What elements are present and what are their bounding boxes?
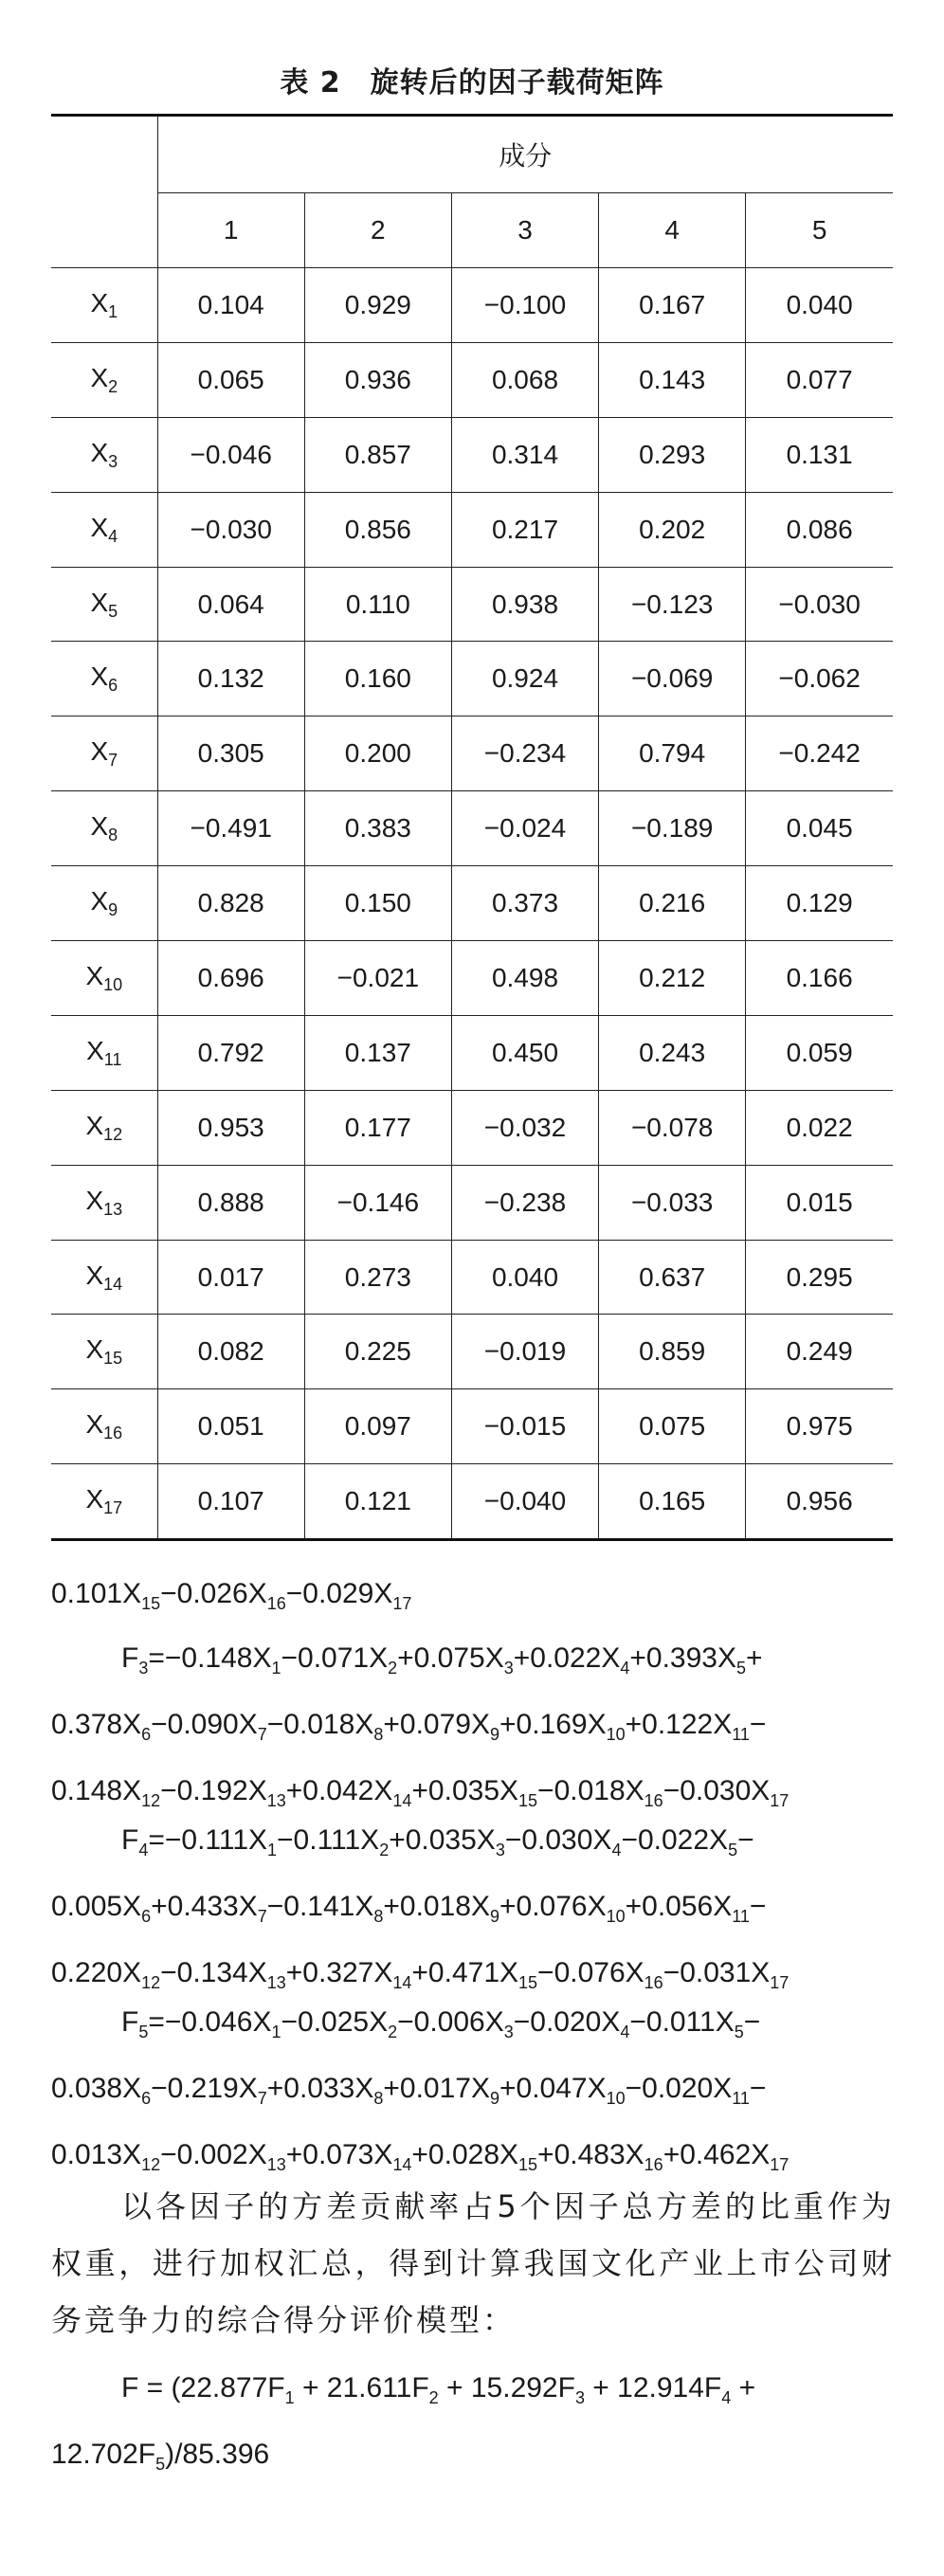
loading-cell: −0.024 — [451, 791, 598, 866]
variable-label: $X_6$ — [51, 642, 157, 717]
loading-cell: 0.305 — [157, 717, 304, 791]
loading-cell: 0.938 — [451, 567, 598, 642]
variable-label: $X_2$ — [51, 342, 157, 417]
variable-label: $X_{12}$ — [51, 1090, 157, 1165]
loading-cell: 0.936 — [304, 342, 451, 417]
loading-cell: 0.129 — [746, 866, 893, 941]
loading-cell: −0.069 — [599, 642, 746, 717]
variable-label: $X_7$ — [51, 717, 157, 791]
loading-cell: 0.104 — [157, 268, 304, 343]
component-header: 5 — [746, 193, 893, 268]
loading-cell: −0.019 — [451, 1315, 598, 1389]
component-header: 4 — [599, 193, 746, 268]
corner-cell-lower — [51, 193, 157, 268]
f2-equation-tail: $0.101X_{15}-0.026X_{16}-0.029X_{17}$ — [51, 1578, 412, 1613]
component-header-row — [51, 193, 893, 268]
loading-cell: 0.040 — [746, 268, 893, 343]
variable-label: $X_{17}$ — [51, 1464, 157, 1540]
loading-cell: 0.216 — [599, 866, 746, 941]
loading-cell: −0.015 — [451, 1389, 598, 1464]
loading-cell: 0.132 — [157, 642, 304, 717]
loading-cell: 0.975 — [746, 1389, 893, 1464]
loading-cell: −0.100 — [451, 268, 598, 343]
loading-cell: 0.828 — [157, 866, 304, 941]
loading-cell: 0.857 — [304, 417, 451, 492]
corner-cell — [51, 116, 157, 193]
table-row — [51, 1240, 893, 1315]
factor-loading-table — [51, 114, 893, 1541]
loading-cell: 0.166 — [746, 941, 893, 1016]
component-header: 3 — [451, 193, 598, 268]
loading-cell: 0.137 — [304, 1015, 451, 1090]
table-row — [51, 941, 893, 1016]
loading-cell: 0.143 — [599, 342, 746, 417]
loading-cell: 0.450 — [451, 1015, 598, 1090]
loading-cell: 0.249 — [746, 1315, 893, 1389]
loading-cell: 0.045 — [746, 791, 893, 866]
loading-cell: 0.273 — [304, 1240, 451, 1315]
table-row — [51, 642, 893, 717]
loading-cell: 0.160 — [304, 642, 451, 717]
variable-label: $X_5$ — [51, 567, 157, 642]
loading-cell: −0.242 — [746, 717, 893, 791]
loading-cell: 0.177 — [304, 1090, 451, 1165]
loading-cell: 0.131 — [746, 417, 893, 492]
variable-label: $X_4$ — [51, 492, 157, 567]
table-title: 表 2 旋转后的因子载荷矩阵 — [280, 66, 664, 100]
loading-cell: 0.696 — [157, 941, 304, 1016]
loading-cell: 0.075 — [599, 1389, 746, 1464]
loading-cell: 0.243 — [599, 1015, 746, 1090]
loading-cell: 0.167 — [599, 268, 746, 343]
loading-cell: 0.929 — [304, 268, 451, 343]
loading-cell: 0.293 — [599, 417, 746, 492]
variable-label: $X_{11}$ — [51, 1015, 157, 1090]
loading-cell: −0.123 — [599, 567, 746, 642]
loading-cell: 0.017 — [157, 1240, 304, 1315]
loading-cell: 0.097 — [304, 1389, 451, 1464]
loading-cell: −0.030 — [746, 567, 893, 642]
table-row — [51, 1015, 893, 1090]
f5-equation: $F_5=-0.046X_1-0.025X_2-0.006X_3-0.020X_4-0.011X_5-$ $0.038X_6-0.219X_7+0.033X_8+0.017X_9+0.047X_{10}-0.020X_{11}-$ $0.013X_{12}-0.002X_{13}+0.073X_{14}+0.028X_{15}+0.483X_{16}+0.462X_{17}$ — [51, 2006, 790, 2174]
loading-cell: 0.022 — [746, 1090, 893, 1165]
loading-cell: 0.068 — [451, 342, 598, 417]
variable-label: $X_9$ — [51, 866, 157, 941]
loading-cell: 0.040 — [451, 1240, 598, 1315]
loading-cell: −0.491 — [157, 791, 304, 866]
variable-label: $X_{14}$ — [51, 1240, 157, 1315]
loading-cell: 0.059 — [746, 1015, 893, 1090]
loading-cell: 0.924 — [451, 642, 598, 717]
loading-cell: −0.238 — [451, 1165, 598, 1240]
f3-equation: $F_3=-0.148X_1-0.071X_2+0.075X_3+0.022X_4+0.393X_5+$ $0.378X_6-0.090X_7-0.018X_8+0.079X_9+0.169X_{10}+0.122X_{11}-$ $0.148X_{12}-0.192X_{13}+0.042X_{14}+0.035X_{15}-0.018X_{16}-0.030X_{17}$ — [51, 1642, 790, 1810]
table-row — [51, 1165, 893, 1240]
loading-cell: 0.150 — [304, 866, 451, 941]
component-header: 1 — [157, 193, 304, 268]
loading-cell: 0.064 — [157, 567, 304, 642]
table-row — [51, 1315, 893, 1389]
loading-cell: 0.794 — [599, 717, 746, 791]
loading-cell: −0.030 — [157, 492, 304, 567]
variable-label: $X_8$ — [51, 791, 157, 866]
loading-cell: −0.234 — [451, 717, 598, 791]
loading-cell: 0.165 — [599, 1464, 746, 1540]
loading-cell: 0.202 — [599, 492, 746, 567]
table-row — [51, 342, 893, 417]
loading-cell: 0.015 — [746, 1165, 893, 1240]
loading-cell: 0.082 — [157, 1315, 304, 1389]
loading-cell: 0.956 — [746, 1464, 893, 1540]
loading-cell: 0.086 — [746, 492, 893, 567]
table-row — [51, 1464, 893, 1540]
loading-cell: 0.110 — [304, 567, 451, 642]
loading-cell: 0.637 — [599, 1240, 746, 1315]
loading-cell: −0.033 — [599, 1165, 746, 1240]
loading-cell: 0.373 — [451, 866, 598, 941]
loading-cell: 0.217 — [451, 492, 598, 567]
loading-cell: −0.021 — [304, 941, 451, 1016]
variable-label: $X_{10}$ — [51, 941, 157, 1016]
loading-cell: 0.295 — [746, 1240, 893, 1315]
table-row — [51, 1090, 893, 1165]
loading-cell: −0.189 — [599, 791, 746, 866]
variable-label: $X_3$ — [51, 417, 157, 492]
loading-cell: −0.062 — [746, 642, 893, 717]
loading-cell: 0.077 — [746, 342, 893, 417]
weighting-paragraph: 以各因子的方差贡献率占5个因子总方差的比重作为权重，进行加权汇总，得到计算我国文化产业上市公司财务竞争力的综合得分评价模型： — [51, 2188, 895, 2338]
variable-label: $X_{13}$ — [51, 1165, 157, 1240]
loading-cell: −0.046 — [157, 417, 304, 492]
loading-cell: 0.498 — [451, 941, 598, 1016]
loading-cell: 0.051 — [157, 1389, 304, 1464]
loading-cell: 0.065 — [157, 342, 304, 417]
loading-cell: 0.212 — [599, 941, 746, 1016]
loading-cell: 0.859 — [599, 1315, 746, 1389]
table-row — [51, 268, 893, 343]
table-row — [51, 791, 893, 866]
loading-cell: 0.383 — [304, 791, 451, 866]
f4-equation: $F_4=-0.111X_1-0.111X_2+0.035X_3-0.030X_4-0.022X_5-$ $0.005X_6+0.433X_7-0.141X_8+0.018X_9+0.076X_{10}+0.056X_{11}-$ $0.220X_{12}-0.134X_{13}+0.327X_{14}+0.471X_{15}-0.076X_{16}-0.031X_{17}$ — [51, 1824, 790, 1992]
table-row — [51, 866, 893, 941]
component-group-header: 成分 — [157, 116, 893, 193]
loading-cell: 0.200 — [304, 717, 451, 791]
loading-cell: 0.225 — [304, 1315, 451, 1389]
loading-cell: 0.121 — [304, 1464, 451, 1540]
loading-cell: 0.888 — [157, 1165, 304, 1240]
loading-cell: 0.107 — [157, 1464, 304, 1540]
loading-cell: 0.314 — [451, 417, 598, 492]
loading-cell: −0.032 — [451, 1090, 598, 1165]
loading-cell: 0.856 — [304, 492, 451, 567]
table-row — [51, 567, 893, 642]
loading-cell: −0.078 — [599, 1090, 746, 1165]
variable-label: $X_{15}$ — [51, 1315, 157, 1389]
composite-score-model: $F = (22.877F_1 + 21.611F_2 + 15.292F_3 + 12.914F_4$ + $12.702F_5)/85.396$ — [51, 2372, 756, 2474]
loading-cell: 0.792 — [157, 1015, 304, 1090]
table-row — [51, 417, 893, 492]
loading-cell: −0.040 — [451, 1464, 598, 1540]
variable-label: $X_1$ — [51, 268, 157, 343]
table-row — [51, 492, 893, 567]
table-row — [51, 717, 893, 791]
loading-cell: 0.953 — [157, 1090, 304, 1165]
variable-label: $X_{16}$ — [51, 1389, 157, 1464]
loading-cell: −0.146 — [304, 1165, 451, 1240]
table-row — [51, 1389, 893, 1464]
component-header: 2 — [304, 193, 451, 268]
